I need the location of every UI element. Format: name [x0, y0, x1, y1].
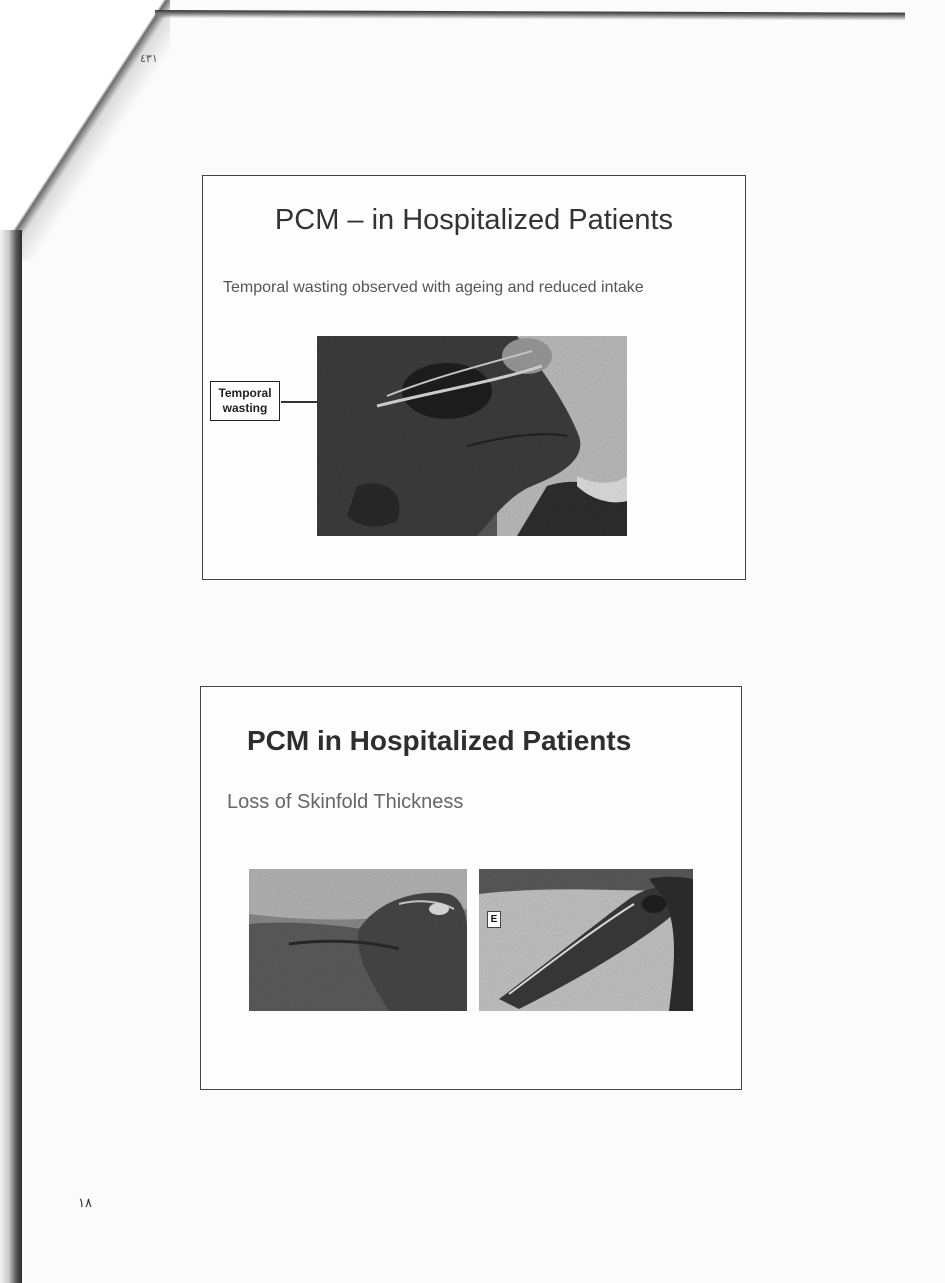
scan-top-edge	[155, 10, 905, 21]
slide-subtitle: Temporal wasting observed with ageing and reduced intake	[223, 279, 644, 296]
corner-mark: ٤٣١	[140, 52, 158, 65]
callout-line-2: wasting	[222, 401, 268, 415]
callout-pointer-line	[281, 401, 317, 403]
patient-face-photo	[317, 336, 627, 536]
scan-left-edge	[0, 230, 22, 1283]
slide-temporal-wasting	[202, 175, 746, 580]
slide-skinfold-thickness	[200, 686, 742, 1090]
slide-title: PCM – in Hospitalized Patients	[274, 204, 674, 236]
skinfold-arm-photo	[479, 869, 693, 1011]
temporal-wasting-callout	[210, 381, 280, 421]
slide-title: PCM in Hospitalized Patients	[247, 725, 632, 756]
scan-corner-fold	[0, 0, 170, 260]
skinfold-pinch-photo	[249, 869, 467, 1011]
callout-line-1: Temporal	[218, 386, 272, 400]
slide-subtitle: Loss of Skinfold Thickness	[227, 791, 464, 813]
panel-label-e: E	[487, 911, 501, 928]
page-number: ١٨	[78, 1196, 92, 1211]
